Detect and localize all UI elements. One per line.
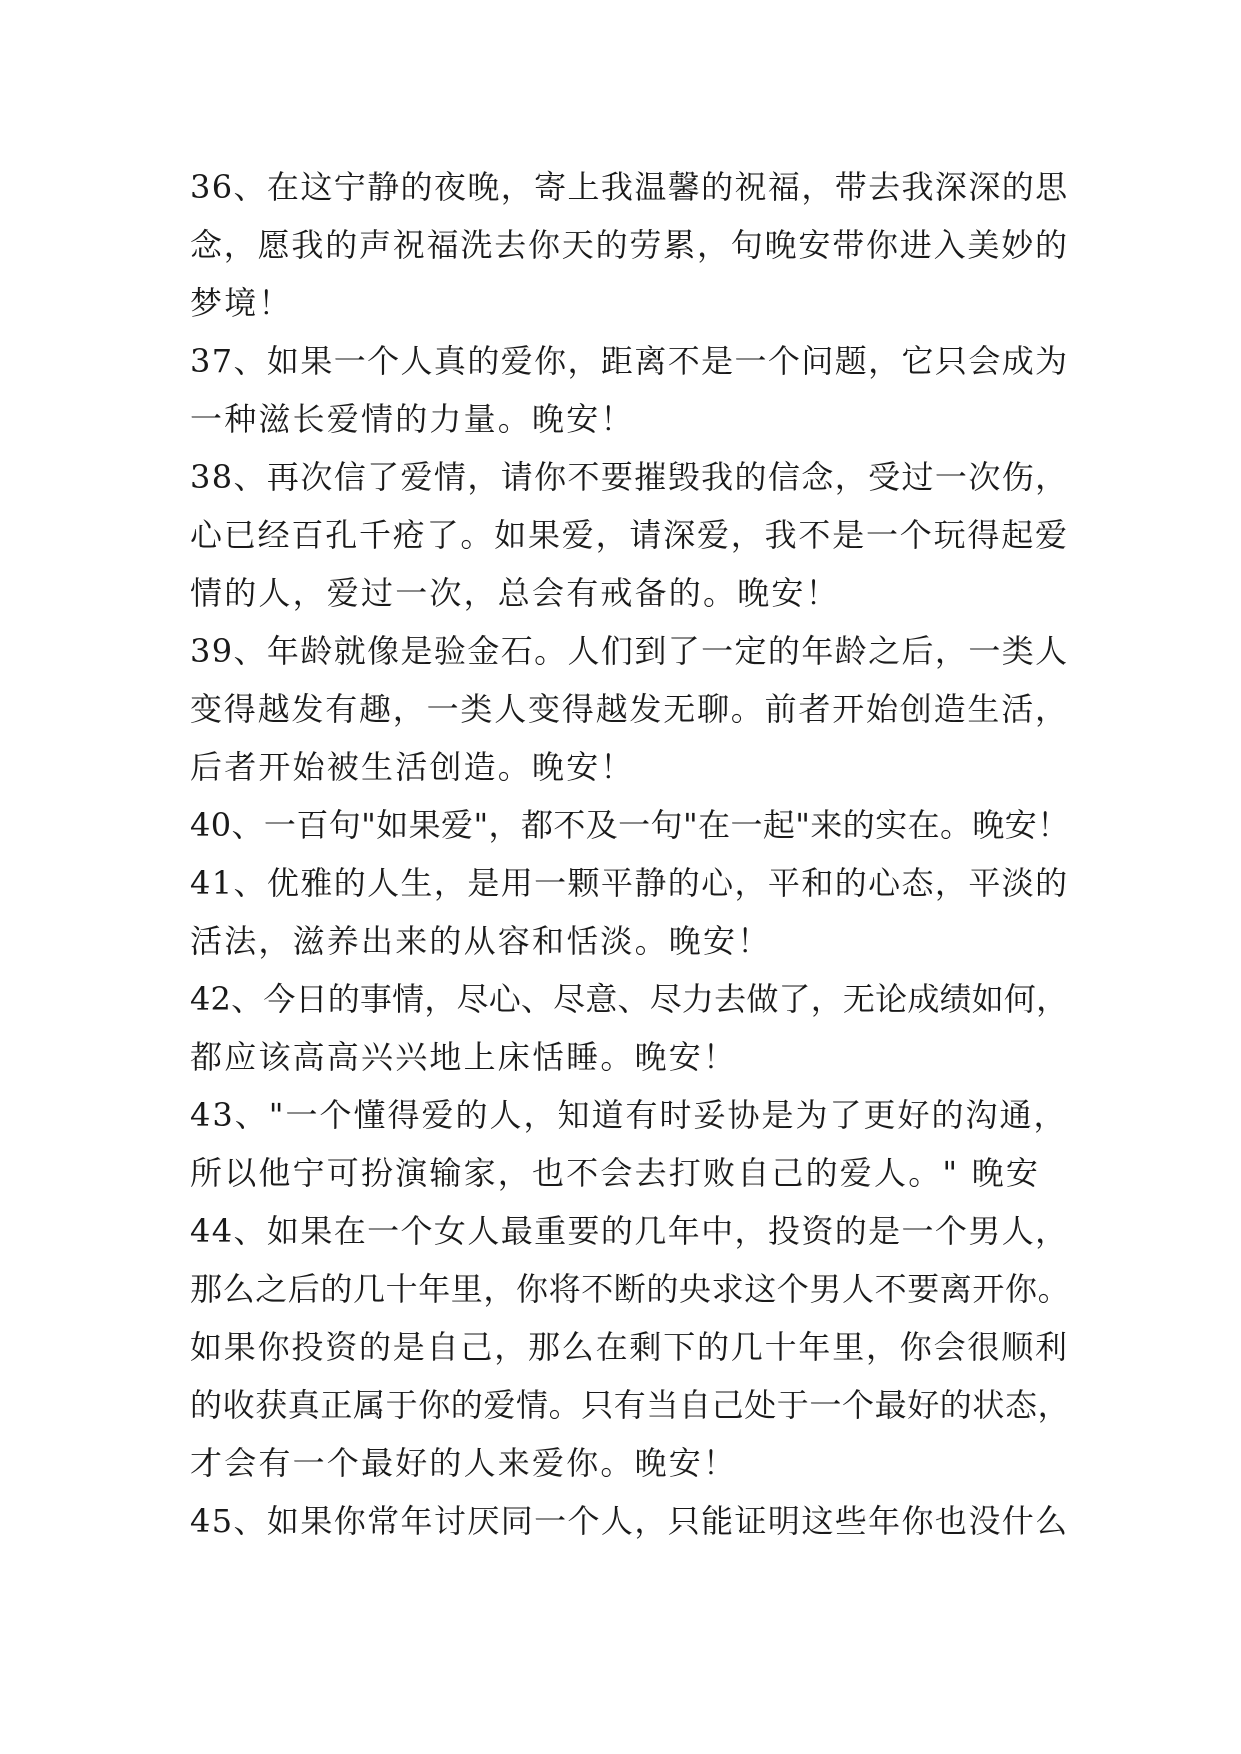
text-line: 才会有一个最好的人来爱你。晚安！ <box>190 1444 738 1482</box>
text-line: 情的人，爱过一次，总会有戒备的。晚安！ <box>190 574 840 612</box>
text-line: 那么之后的几十年里，你将不断的央求这个男人不要离开你。 <box>190 1270 1071 1308</box>
text-line: 36、在这宁静的夜晚，寄上我温馨的祝福，带去我深深的思 <box>190 168 1069 206</box>
text-line: 的收获真正属于你的爱情。只有当自己处于一个最好的状态， <box>190 1386 1071 1424</box>
document-body <box>190 158 1070 1550</box>
text-line: 活法，滋养出来的从容和恬淡。晚安！ <box>190 922 772 960</box>
text-line: 38、再次信了爱情，请你不要摧毁我的信念，受过一次伤， <box>190 458 1069 496</box>
text-line: 梦境！ <box>190 284 293 322</box>
text-line: 如果你投资的是自己，那么在剩下的几十年里，你会很顺利 <box>190 1328 1069 1366</box>
text-line: 44、如果在一个女人最重要的几年中，投资的是一个男人， <box>190 1212 1069 1250</box>
text-line: 心已经百孔千疮了。如果爱，请深爱，我不是一个玩得起爱 <box>190 516 1069 554</box>
text-line: 42、今日的事情，尽心、尽意、尽力去做了，无论成绩如何， <box>190 980 1069 1018</box>
text-line: 45、如果你常年讨厌同一个人，只能证明这些年你也没什么 <box>190 1502 1069 1540</box>
text-line: 40、一百句"如果爱"，都不及一句"在一起"来的实在。晚安！ <box>190 806 1070 844</box>
text-line: 变得越发有趣，一类人变得越发无聊。前者开始创造生活， <box>190 690 1069 728</box>
text-line: 37、如果一个人真的爱你，距离不是一个问题，它只会成为 <box>190 342 1069 380</box>
text-line: 41、优雅的人生，是用一颗平静的心，平和的心态，平淡的 <box>190 864 1069 902</box>
text-line: 43、"一个懂得爱的人，知道有时妥协是为了更好的沟通， <box>190 1096 1068 1134</box>
text-line: 后者开始被生活创造。晚安！ <box>190 748 635 786</box>
text-line: 一种滋长爱情的力量。晚安！ <box>190 400 635 438</box>
text-line: 念，愿我的声祝福洗去你天的劳累，句晚安带你进入美妙的 <box>190 226 1069 264</box>
text-line: 39、年龄就像是验金石。人们到了一定的年龄之后，一类人 <box>190 632 1069 670</box>
text-line: 都应该高高兴兴地上床恬睡。晚安！ <box>190 1038 738 1076</box>
text-line: 所以他宁可扮演输家，也不会去打败自己的爱人。" 晚安 <box>190 1154 1041 1192</box>
